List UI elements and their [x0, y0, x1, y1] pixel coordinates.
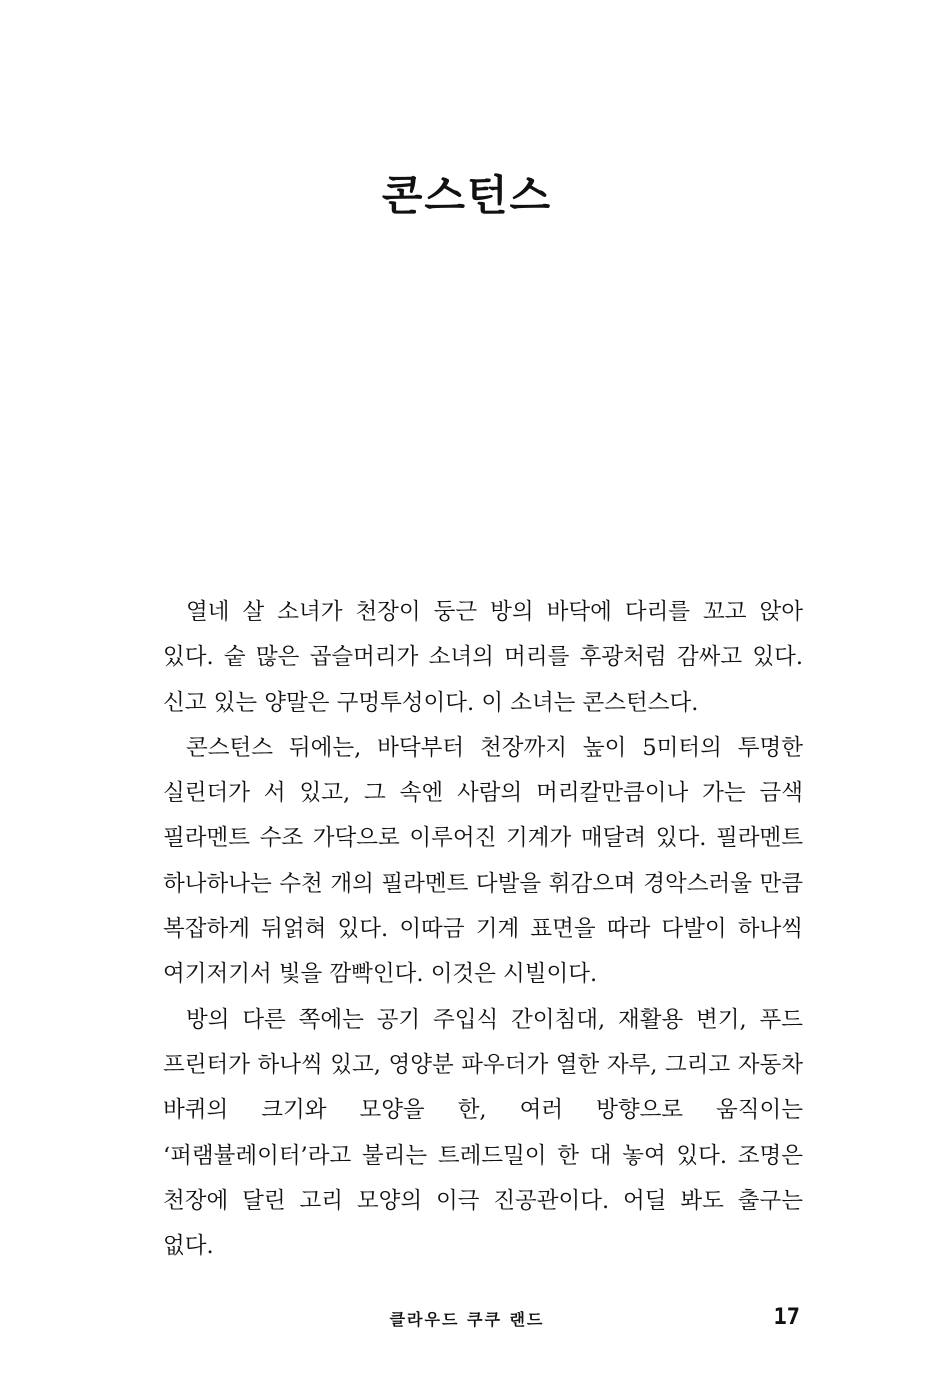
chapter-title: 콘스턴스: [381, 171, 553, 221]
page-number: 17: [773, 1305, 800, 1330]
running-title: 클라우드 쿠쿠 랜드: [389, 1310, 545, 1329]
paragraph: 열네 살 소녀가 천장이 둥근 방의 바닥에 다리를 꼬고 앉아 있다. 숱 많은 곱슬머리가 소녀의 머리를 후광처럼 감싸고 있다. 신고 있는 양말은 구멍투성이다. 이 소녀는 콘스턴스다.: [163, 599, 803, 716]
paragraph: 방의 다른 쪽에는 공기 주입식 간이침대, 재활용 변기, 푸드 프린터가 하나씩 있고, 영양분 파우더가 열한 자루, 그리고 자동차 바퀴의 크기와 모양을 한, 여러 방향으로 움직이는 ‘퍼램뷸레이터’라고 불리는 트레드밀이 한 대 놓여 있다. 조명은 천장에 달린 고리 모양의 이극 진공관이다. 어딜 봐도 출구는 없다.: [163, 1006, 803, 1260]
paragraph: 콘스턴스 뒤에는, 바닥부터 천장까지 높이 5미터의 투명한 실린더가 서 있고, 그 속엔 사람의 머리칼만큼이나 가는 금색 필라멘트 수조 가닥으로 이루어진 기계가 매달려 있다. 필라멘트 하나하나는 수천 개의 필라멘트 다발을 휘감으며 경악스러울 만큼 복잡하게 뒤얽혀 있다. 이따금 기계 표면을 따라 다발이 하나씩 여기저기서 빛을 깜빡인다. 이것은 시빌이다.: [163, 734, 803, 988]
body-text: [163, 590, 803, 1269]
